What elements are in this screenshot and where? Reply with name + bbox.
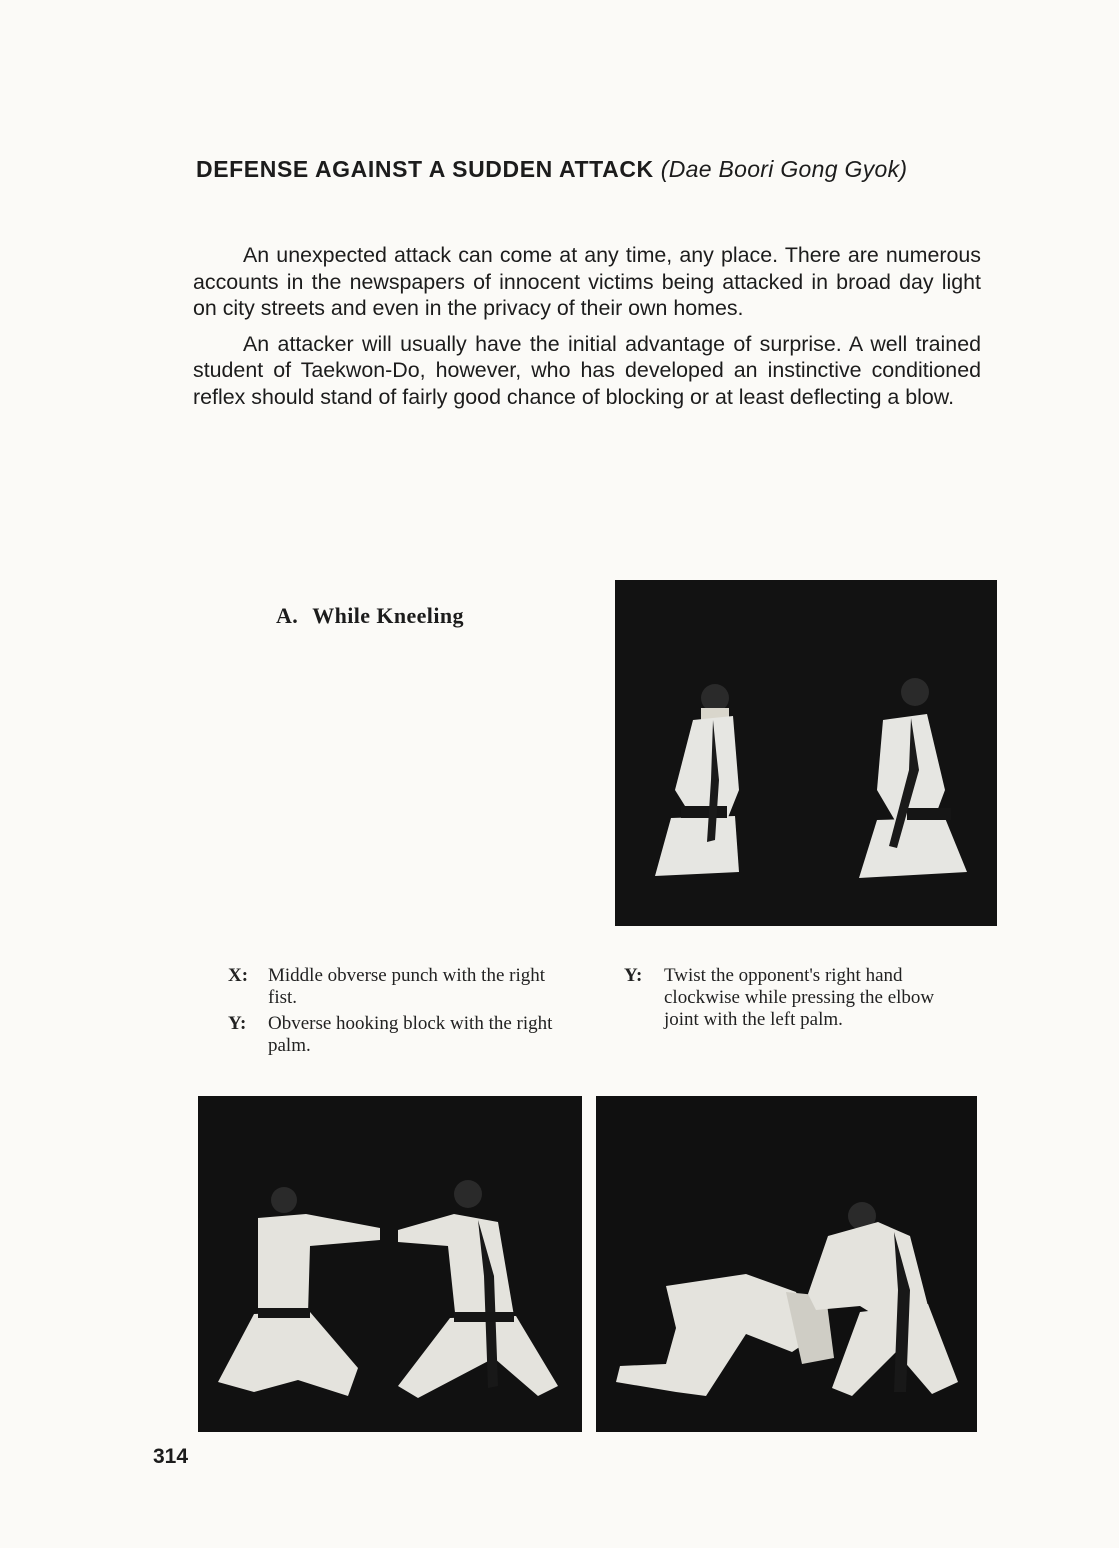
caption-label: Y: [624,965,643,986]
photo-kneeling-facing [615,580,997,926]
section-label: A. [276,603,299,628]
caption-text: Middle obverse punch with the right fist. [268,965,546,1008]
caption-right [624,965,964,1035]
caption-item [228,965,568,1009]
intro-paragraph-2: An attacker will usually have the initial advantage of surprise. A well trained student of Taekwon-Do, however, who has developed an instinctive conditioned reflex should stand of fairly good chance of blocking or at least deflecting a blow. [193,331,981,409]
title-subtitle: (Dae Boori Gong Gyok) [660,156,908,182]
intro-paragraph-1: An unexpected attack can come at any time, any place. There are numerous accounts in the newspapers of innocent victims being attacked in broad day light on city streets and even in the privacy of their own homes. [193,243,981,320]
caption-left [228,965,568,1061]
photo-punch-block [198,1096,582,1432]
page-title [196,156,1076,183]
intro-text [193,242,981,419]
caption-item [228,1013,568,1057]
caption-text: Obverse hooking block with the right palm. [268,1013,553,1056]
title-main: DEFENSE AGAINST A SUDDEN ATTACK [196,156,654,182]
caption-label: X: [228,965,249,986]
section-title: While Kneeling [312,603,464,628]
page-number: 314 [153,1445,189,1468]
caption-text: Twist the opponent's right hand clockwise while pressing the elbow joint with the left palm. [664,965,935,1030]
caption-item [624,965,964,1031]
section-heading [276,603,464,629]
photo-twist-press [596,1096,977,1432]
caption-label: Y: [228,1013,247,1034]
